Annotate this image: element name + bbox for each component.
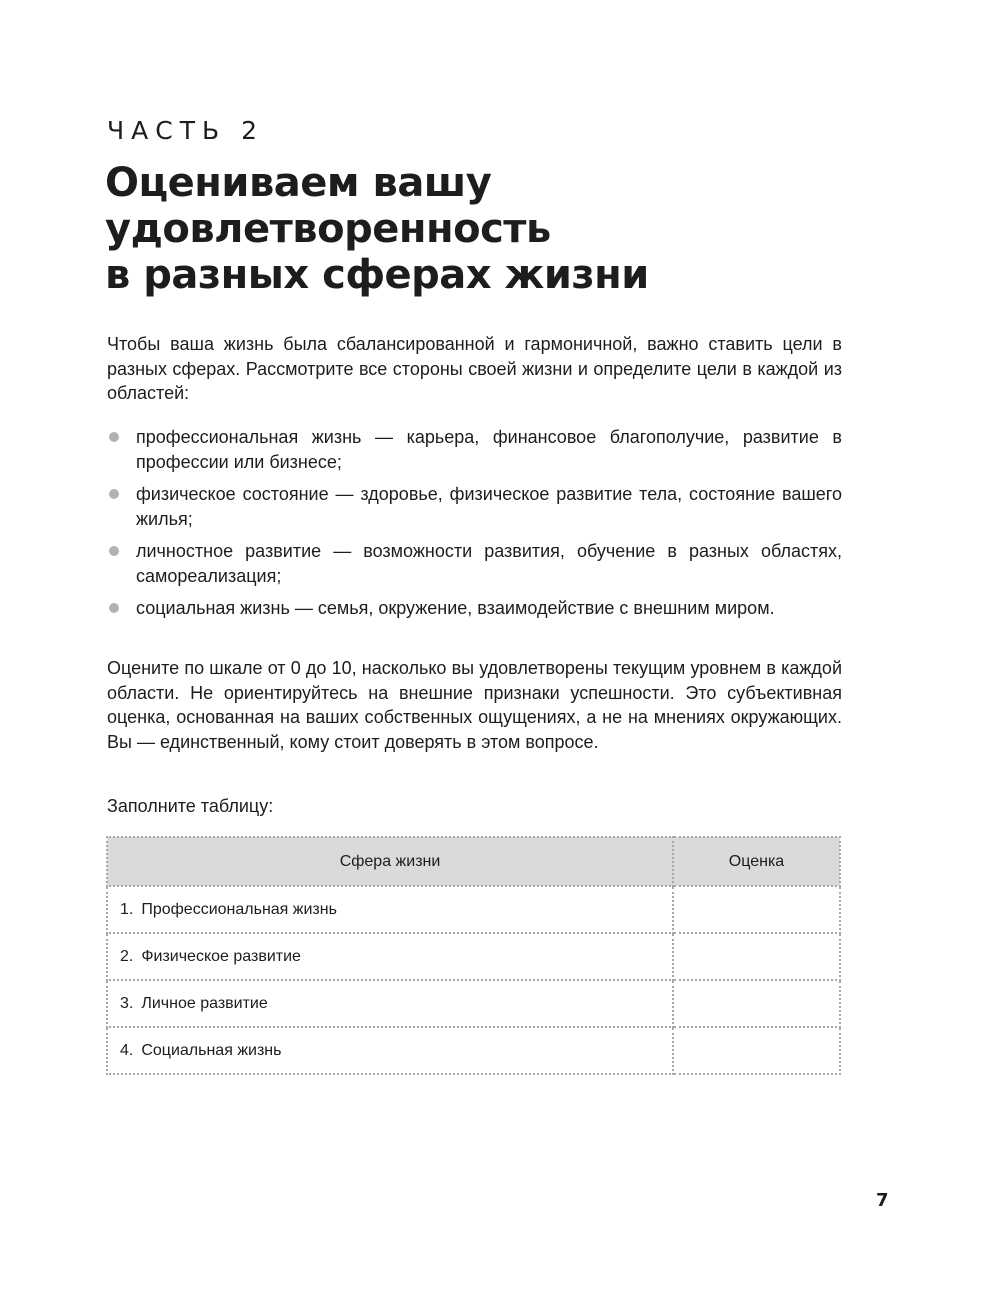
list-item — [107, 425, 842, 474]
column-header-score: Оценка — [673, 837, 840, 886]
rating-table — [106, 836, 841, 1075]
part-label: ЧАСТЬ 2 — [107, 116, 264, 145]
title-line: Оцениваем вашу — [105, 160, 492, 206]
sphere-label: Социальная жизнь — [141, 1041, 282, 1059]
sphere-cell — [107, 980, 673, 1027]
sphere-label: Профессиональная жизнь — [141, 900, 337, 918]
title-line: удовлетворенность — [105, 206, 551, 252]
score-cell[interactable] — [673, 933, 840, 980]
list-item — [107, 596, 842, 621]
list-item — [107, 482, 842, 531]
sphere-cell — [107, 933, 673, 980]
row-number: 2. — [120, 947, 134, 965]
fill-table-label: Заполните таблицу: — [107, 796, 274, 816]
page-title — [105, 160, 865, 298]
list-item — [107, 539, 842, 588]
row-number: 3. — [120, 994, 134, 1012]
bullet-icon — [109, 546, 119, 556]
sphere-label: Физическое развитие — [141, 947, 301, 965]
row-number: 4. — [120, 1041, 134, 1059]
intro-paragraph: Чтобы ваша жизнь была сбалансированной и гармоничной, важно ставить цели в разных сферах. Рассмотрите все стороны своей жизни и определите цели в каждой из областей: — [107, 334, 842, 403]
score-cell[interactable] — [673, 980, 840, 1027]
table-row — [107, 886, 840, 933]
page-number: 7 — [876, 1190, 889, 1211]
title-line: в разных сферах жизни — [105, 252, 649, 298]
table-row — [107, 980, 840, 1027]
list-item-text: социальная жизнь — семья, окружение, взаимодействие с внешним миром. — [136, 598, 775, 618]
row-number: 1. — [120, 900, 134, 918]
sphere-label: Личное развитие — [141, 994, 268, 1012]
column-header-sphere: Сфера жизни — [107, 837, 673, 886]
spheres-list — [107, 425, 842, 629]
bullet-icon — [109, 603, 119, 613]
list-item-text: профессиональная жизнь — карьера, финансовое благополучие, развитие в профессии или бизнесе; — [136, 427, 842, 472]
table-row — [107, 933, 840, 980]
sphere-cell — [107, 1027, 673, 1074]
sphere-cell — [107, 886, 673, 933]
bullet-icon — [109, 489, 119, 499]
list-item-text: физическое состояние — здоровье, физическое развитие тела, состояние вашего жилья; — [136, 484, 842, 529]
score-cell[interactable] — [673, 1027, 840, 1074]
rating-instructions: Оцените по шкале от 0 до 10, насколько вы удовлетворены текущим уровнем в каждой области. Не ориентируйтесь на внешние признаки успешности. Это субъективная оценка, основанная на ваших собственных ощущениях, а не на мнениях окружающих. Вы — единственный, кому стоит доверять в этом вопросе. — [107, 658, 842, 752]
score-cell[interactable] — [673, 886, 840, 933]
table-row — [107, 1027, 840, 1074]
table-header-row — [107, 837, 840, 886]
bullet-icon — [109, 432, 119, 442]
list-item-text: личностное развитие — возможности развития, обучение в разных областях, самореализация; — [136, 541, 842, 586]
